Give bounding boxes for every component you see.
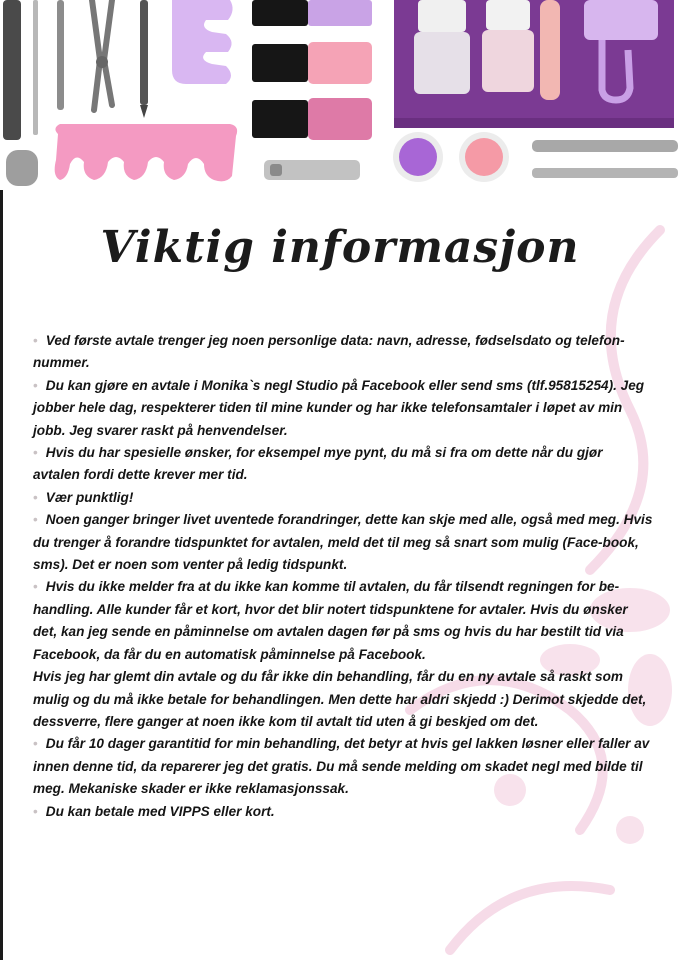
bullet-icon: •: [33, 803, 38, 819]
plain-paragraph: [33, 666, 653, 733]
item-text: Noen ganger bringer livet uventede forandringer, dette kan skje med alle, også med meg. Hvis du trenger å forandre tidspunktet for avtalen, meld det til meg så snart som mulig (Face-book, sms). Det er noen som venter på ledig tidspunkt.: [33, 512, 653, 573]
manicure-tools-photo-icon: [0, 0, 680, 190]
list-item: [33, 733, 653, 800]
bullet-icon: •: [33, 445, 38, 461]
item-text: Ved første avtale trenger jeg noen personlige data: navn, adresse, fødselsdato og telefon-nummer.: [33, 333, 625, 371]
item-text: Hvis du har spesielle ønsker, for eksempel mye pynt, du må si fra om dette når du gjør avtalen fordi dette krever mer tid.: [33, 445, 603, 483]
list-item: [33, 375, 653, 442]
item-text: Du kan gjøre en avtale i Monika`s negl Studio på Facebook eller send sms (tlf.95815254). Jeg jobber hele dag, respekterer tiden til mine kunder og har ikke telefonsamtaler i løpet av min jobb. Jeg svarer raskt på henvendelser.: [33, 377, 645, 438]
list-item: [33, 801, 653, 823]
list-item: [33, 509, 653, 576]
item-text: Du får 10 dager garantitid for min behandling, det betyr at hvis gel lakken løsner eller faller av innen denne tid, da reparerer jeg det gratis. Du må sende melding om skadet negl med bilde til meg. Mekaniske skader er ikke reklamasjonssak.: [33, 736, 650, 797]
bullet-icon: •: [33, 377, 38, 393]
bullet-icon: •: [33, 333, 38, 348]
bullet-icon: •: [33, 736, 38, 752]
header-photo: [0, 0, 680, 190]
info-text: [33, 330, 653, 823]
bullet-icon: •: [33, 579, 38, 595]
item-text: Vær punktlig!: [45, 489, 134, 505]
item-text: Hvis du ikke melder fra at du ikke kan komme til avtalen, du får tilsendt regningen for be-handling. Alle kunder får et kort, hvor det blir notert tidspunktene for avtaler. Hvis du ønsker det, kan jeg sende en påminnelse om avtalen dagen før på sms og hvis du har bestilt tid via Facebook, da får du en automatisk påminnelse på Facebook.: [33, 579, 628, 662]
list-item: [33, 487, 653, 509]
page-title: Viktig informasjon: [100, 222, 580, 273]
bullet-icon: •: [33, 512, 38, 528]
bullet-icon: •: [33, 489, 38, 505]
list-item: [33, 576, 653, 666]
item-text: Hvis jeg har glemt din avtale og du får ikke din behandling, får du en ny avtale så raskt som mulig og du må ikke betale for behandlingen. Men dette har aldri skjedd :) Derimot skjedde det, dessverre, flere ganger at noen ikke kom til avtalt tid uten å gi beskjed om det.: [33, 669, 647, 729]
list-item: [33, 330, 653, 375]
list-item: [33, 442, 653, 487]
item-text: Du kan betale med VIPPS eller kort.: [45, 803, 275, 819]
